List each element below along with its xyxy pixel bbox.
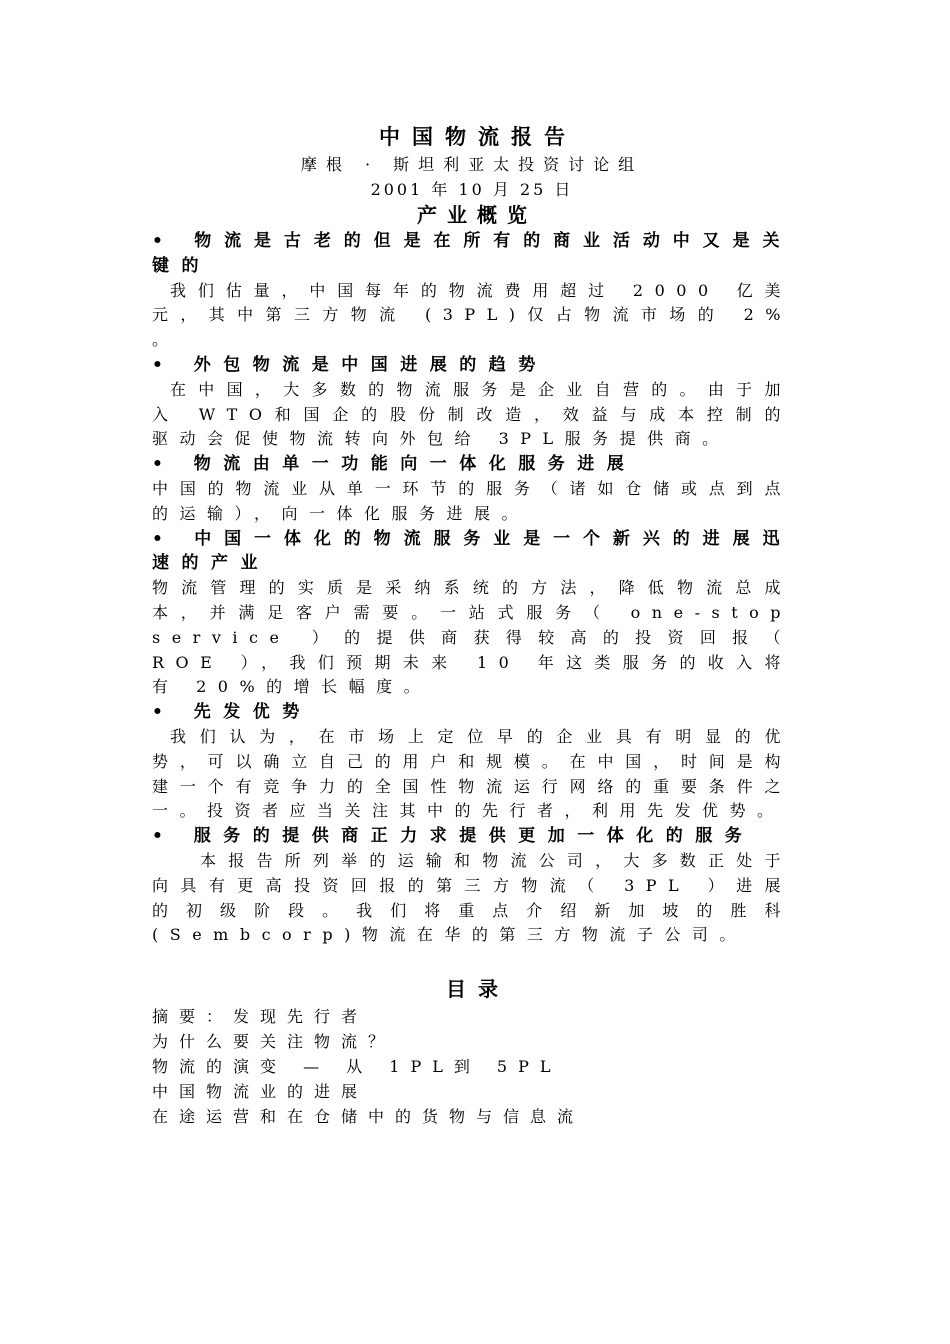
report-date: 2001 年 10 月 25 日 <box>370 180 574 199</box>
section-heading: • 物流由单一功能向一体化服务进展 <box>152 454 637 475</box>
section-heading: • 先发优势 <box>152 702 312 723</box>
toc-item: 中国物流业的进展 <box>152 1082 369 1102</box>
section-body: 我们估量，中国每年的物流费用超过 2000 亿美元，其中第三方物流 (3PL)仅占物流市场的 2% 。 <box>152 280 792 350</box>
toc-item: 物流的演变 — 从 1PL到 5PL <box>152 1057 562 1077</box>
section-heading: • 外包物流是中国进展的趋势 <box>152 354 548 375</box>
section-body: 我们认为，在市场上定位早的企业具有明显的优势，可以确立自己的用户和规模。在中国，时间是构建一个有竞争力的全国性物流运行网络的重要条件之一。投资者应当关注其中的先行者，利用先发优势。 <box>152 726 792 821</box>
section-body: 物流管理的实质是采纳系统的方法，降低物流总成本，并满足客户需要。一站式服务（ one-stop service ）的提供商获得较高的投资回报（ ROE ），我们预期未来 10 年这类服务的收入将有 20%的增长幅度。 <box>152 578 792 697</box>
section-heading: • 物流是古老的但是在所有的商业活动中又是关键的 <box>152 231 792 276</box>
section-body: 本报告所列举的运输和物流公司，大多数正处于向具有更高投资回报的第三方物流（ 3PL ）进展的初级阶段。我们将重点介绍新加坡的胜科 (Sembcorp)物流在华的第三方物流子公司。 <box>152 850 792 945</box>
toc-item: 摘要：发现先行者 <box>152 1007 369 1027</box>
section-body: 中国的物流业从单一环节的服务（诸如仓储或点到点的运输），向一体化服务进展。 <box>152 478 792 523</box>
report-content <box>152 122 792 1129</box>
toc-item: 为什么要关注物流？ <box>152 1032 396 1052</box>
section-heading: • 中国一体化的物流服务业是一个新兴的进展迅速的产业 <box>152 528 792 574</box>
report-author: 摩根 · 斯坦利亚太投资讨论组 <box>300 155 644 174</box>
toc-item: 在途运营和在仓储中的货物与信息流 <box>152 1107 585 1127</box>
report-title: 中国物流报告 <box>379 124 577 149</box>
section-title: 产业概览 <box>417 203 537 227</box>
toc-title: 目录 <box>446 977 510 1002</box>
section-heading: • 服务的提供商正力求提供更加一体化的服务 <box>152 826 755 847</box>
section-body: 在中国，大多数的物流服务是企业自营的。由于加入 WTO和国企的股份制改造，效益与成本控制的驱动会促使物流转向外包给 3PL服务提供商。 <box>152 379 792 449</box>
